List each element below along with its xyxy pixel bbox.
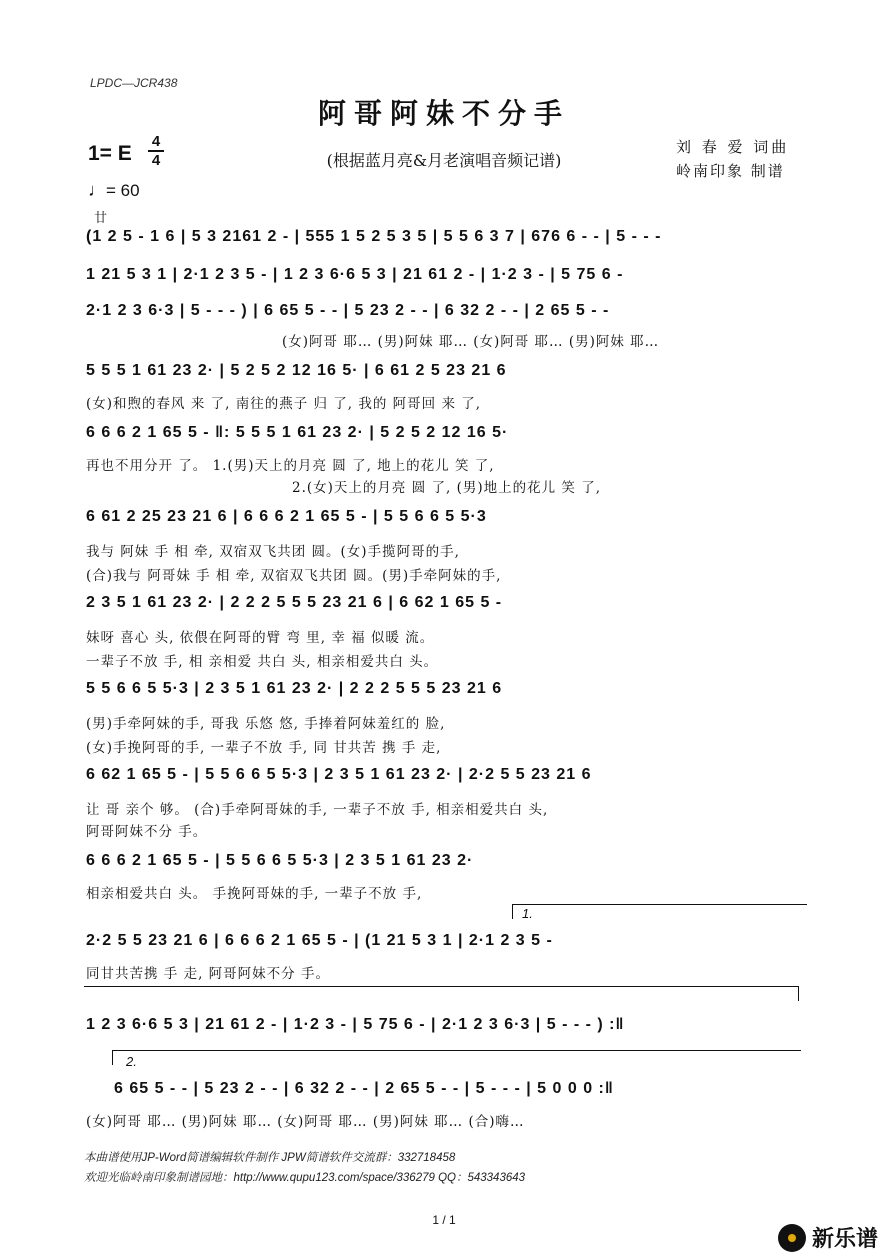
- time-signature-top: 4: [151, 133, 161, 150]
- score-line-1: (1 2 5 - 1 6 | 5 3 2161 2 - | 555 1 5 2 5 3 5 | 5 5 6 3 7 | 676 6 - - | 5 - - -: [86, 228, 662, 245]
- lyric-line-7b: 一辈子不放 手, 相 亲相爱 共白 头, 相亲相爱共白 头。: [86, 654, 439, 670]
- footer-software-note: 本曲谱使用JP-Word简谱编辑软件制作 JPW简谱软件交流群：332718458: [84, 1152, 456, 1164]
- lyric-line-8b: (女)手挽阿哥的手, 一辈子不放 手, 同 甘共苦 携 手 走,: [86, 740, 442, 756]
- lyric-line-6b: (合)我与 阿哥妹 手 相 牵, 双宿双飞共团 圆。(男)手牵阿妹的手,: [86, 568, 502, 584]
- score-line-6: 6 61 2 25 23 21 6 | 6 6 6 2 1 65 5 - | 5 5 6 6 5 5·3: [86, 508, 487, 525]
- tempo-value: = 60: [106, 181, 140, 200]
- score-line-8: 5 5 6 6 5 5·3 | 2 3 5 1 61 23 2· | 2 2 2 5 5 5 23 21 6: [86, 680, 503, 697]
- score-line-7: 2 3 5 1 61 23 2· | 2 2 2 5 5 5 23 21 6 | 6 62 1 65 5 -: [86, 594, 503, 611]
- tempo-marking: [88, 180, 140, 201]
- volta-1-bracket: [512, 904, 807, 919]
- record-disc-icon: [778, 1224, 806, 1252]
- quarter-note-icon: ♩: [88, 180, 106, 200]
- expression-mark: 廿: [94, 211, 108, 226]
- score-line-13: 6 65 5 - - | 5 23 2 - - | 6 32 2 - - | 2 65 5 - - | 5 - - - | 5 0 0 0 :‖: [114, 1080, 614, 1097]
- score-line-4: 5 5 5 1 61 23 2· | 5 2 5 2 12 16 5· | 6 61 2 5 23 21 6: [86, 362, 507, 379]
- page-number: 1 / 1: [432, 1213, 456, 1227]
- time-signature-bottom: 4: [151, 152, 161, 169]
- lyric-line-5b: 2.(女)天上的月亮 圆 了, (男)地上的花儿 笑 了,: [292, 480, 601, 496]
- score-line-9: 6 62 1 65 5 - | 5 5 6 6 5 5·3 | 2 3 5 1 61 23 2· | 2·2 5 5 23 21 6: [86, 766, 592, 783]
- volta-1-continuation: [84, 986, 799, 1001]
- score-line-10: 6 6 6 2 1 65 5 - | 5 5 6 6 5 5·3 | 2 3 5 1 61 23 2·: [86, 852, 474, 869]
- brand-logo: [778, 1222, 878, 1253]
- brand-name: 新乐谱: [811, 1227, 878, 1252]
- arranger-credit: 岭南印象 制谱: [676, 162, 785, 180]
- score-line-11: 2·2 5 5 23 21 6 | 6 6 6 2 1 65 5 - | (1 21 5 3 1 | 2·1 2 3 5 -: [86, 932, 553, 949]
- footer-website-note: 欢迎光临岭南印象制谱园地：http://www.qupu123.com/space/336279 QQ：543343643: [84, 1172, 526, 1184]
- lyric-line-9b: 阿哥阿妹不分 手。: [86, 824, 208, 840]
- lyric-line-8a: (男)手牵阿妹的手, 哥我 乐悠 悠, 手捧着阿妹羞红的 脸,: [86, 716, 446, 732]
- composer-credit: 刘 春 爱 词曲: [676, 138, 790, 156]
- lyric-line-3a: (女)阿哥 耶… (男)阿妹 耶… (女)阿哥 耶… (男)阿妹 耶…: [282, 334, 660, 350]
- key-signature: 1= E: [88, 142, 132, 165]
- lyric-line-11a: 同甘共苦携 手 走, 阿哥阿妹不分 手。: [86, 966, 330, 982]
- lyric-line-7a: 妹呀 喜心 头, 依偎在阿哥的臂 弯 里, 幸 福 似暖 流。: [86, 630, 435, 646]
- lyric-line-9a: 让 哥 亲个 够。 (合)手牵阿哥妹的手, 一辈子不放 手, 相亲相爱共白 头,: [86, 802, 549, 818]
- score-line-2: 1 21 5 3 1 | 2·1 2 3 5 - | 1 2 3 6·6 5 3 | 21 61 2 - | 1·2 3 - | 5 75 6 -: [86, 266, 624, 283]
- song-title: 阿哥阿妹不分手: [317, 97, 570, 130]
- volta-1-label: 1.: [522, 906, 533, 921]
- lyric-line-6a: 我与 阿妹 手 相 牵, 双宿双飞共团 圆。(女)手揽阿哥的手,: [86, 544, 460, 560]
- lyric-line-5a: 再也不用分开 了。 1.(男)天上的月亮 圆 了, 地上的花儿 笑 了,: [86, 458, 495, 474]
- score-line-12: 1 2 3 6·6 5 3 | 21 61 2 - | 1·2 3 - | 5 75 6 - | 2·1 2 3 6·3 | 5 - - - ) :‖: [86, 1016, 625, 1033]
- volta-2-label: 2.: [126, 1054, 137, 1069]
- lyric-line-13a: (女)阿哥 耶… (男)阿妹 耶… (女)阿哥 耶… (男)阿妹 耶… (合)嗨…: [86, 1114, 525, 1130]
- lyric-line-4a: (女)和煦的春风 来 了, 南往的燕子 归 了, 我的 阿哥回 来 了,: [86, 396, 482, 412]
- score-code: LPDC—JCR438: [90, 76, 178, 90]
- lyric-line-10a: 相亲相爱共白 头。 手挽阿哥妹的手, 一辈子不放 手,: [86, 886, 423, 902]
- subtitle: (根据蓝月亮&月老演唱音频记谱): [326, 151, 562, 170]
- score-line-3: 2·1 2 3 6·3 | 5 - - - ) | 6 65 5 - - | 5 23 2 - - | 6 32 2 - - | 2 65 5 - -: [86, 302, 610, 319]
- volta-2-bracket: [112, 1050, 801, 1065]
- score-line-5: 6 6 6 2 1 65 5 - ‖: 5 5 5 1 61 23 2· | 5 2 5 2 12 16 5·: [86, 424, 509, 441]
